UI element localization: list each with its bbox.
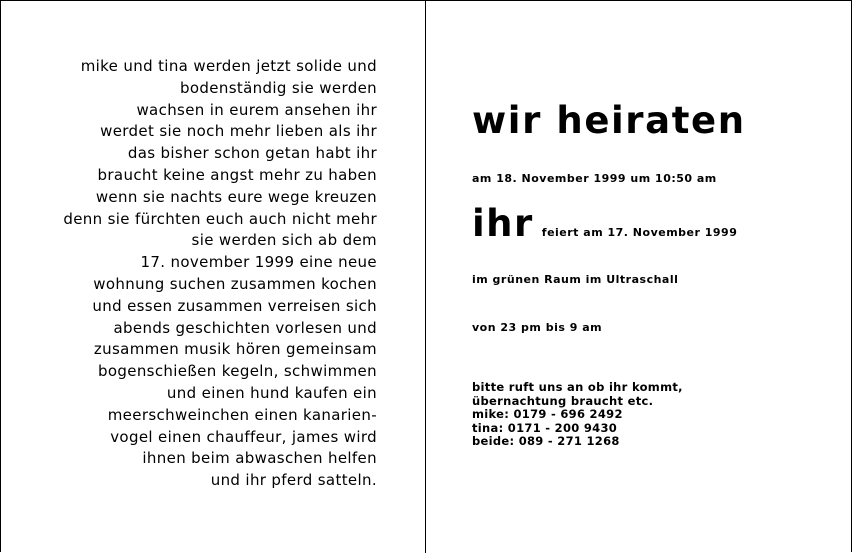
contact-line: bitte ruft uns an ob ihr kommt, [472, 380, 683, 394]
poem-line: mike und tina werden jetzt solide und [80, 57, 377, 75]
poem-line: wachsen in eurem ansehen ihr [136, 100, 377, 119]
poem-line: abends geschichten vorlesen und [113, 318, 377, 337]
poem-line: sie werden sich ab dem [191, 231, 377, 250]
party-time: von 23 pm bis 9 am [472, 321, 603, 334]
contact-block [472, 381, 683, 449]
contact-line: beide: 089 - 271 1268 [472, 434, 620, 449]
poem-text [40, 56, 377, 492]
poem-line: und ihr pferd satteln. [210, 471, 377, 490]
poem-line: vogel einen chauffeur, james wird [110, 427, 377, 446]
invitation-title: wir heiraten [472, 99, 746, 142]
poem-line: und einen hund kaufen ein [166, 383, 377, 402]
poem-line: und essen zusammen verreisen sich [92, 296, 377, 315]
poem-line: denn sie fürchten euch auch nicht mehr [63, 209, 377, 228]
poem-line: werdet sie noch mehr lieben als ihr [100, 122, 377, 141]
poem-line: wohnung suchen zusammen kochen [93, 274, 377, 293]
party-line [472, 200, 737, 248]
ceremony-date: am 18. November 1999 um 10:50 am [472, 172, 717, 185]
poem-line: bogenschießen kegeln, schwimmen [97, 362, 377, 381]
party-date: feiert am 17. November 1999 [541, 226, 738, 239]
card-fold-line [425, 0, 426, 553]
contact-line: mike: 0179 - 696 2492 [472, 407, 623, 422]
party-word: ihr [472, 202, 534, 245]
contact-line: tina: 0171 - 200 9430 [472, 420, 618, 435]
poem-line: zusammen musik hören gemeinsam [93, 340, 377, 359]
poem-line: 17. november 1999 eine neue [140, 253, 377, 272]
contact-line: übernachtung braucht etc. [472, 393, 654, 408]
poem-line: bodenständig sie werden [179, 78, 377, 97]
party-location: im grünen Raum im Ultraschall [472, 273, 679, 286]
poem-line: braucht keine angst mehr zu haben [97, 165, 377, 184]
poem-line: meerschweinchen einen kanarien- [107, 405, 377, 424]
poem-line: ihnen beim abwaschen helfen [142, 449, 377, 468]
poem-line: das bisher schon getan habt ihr [127, 144, 377, 163]
poem-line: wenn sie nachts eure wege kreuzen [95, 187, 377, 206]
